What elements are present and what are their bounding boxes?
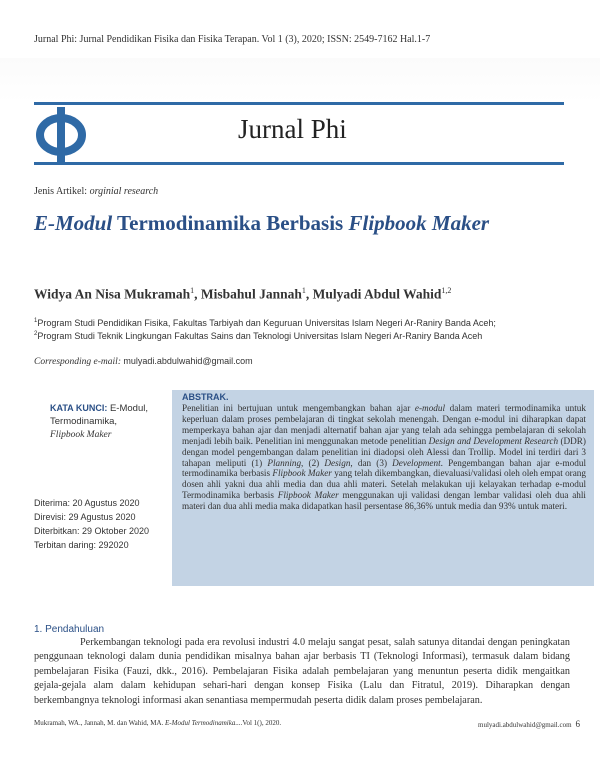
section-heading-introduction: 1. Pendahuluan bbox=[34, 624, 105, 635]
abstract-box bbox=[172, 390, 594, 586]
date-revised: Direvisi: 29 Agustus 2020 bbox=[34, 512, 136, 522]
abstract-title: ABSTRAK. bbox=[182, 392, 229, 402]
abstract-text: Penelitian ini bertujuan untuk mengembangkan bahan ajar e-modul dalam materi termodinamika untuk keperluan dalam proses pembelajaran di tingkat sekolah menengah. Dengan e-modul ini diharapkan dapat memperkaya bahan ajar dan menjadi alternatif bahan ajar yang telah ada sehingga pembelajaran di sekolah menjadi lebih baik. Penelitian ini menggunakan metode penelitian Design and Development Research (DDR) dengan model pengembangan dalam penelitian ini diadopsi oleh Alessi dan Trollip. Model ini terdiri dari 3 tahapan meliputi (1) Planning, (2) Design, dan (3) Development. Pengembangan bahan ajar e-modul termodinamika berbasis Flipbook Maker yang telah dikembangkan, dievaluasi/validasi oleh oleh empat orang dosen ahli yakni dua ahli media dan dua ahli materi. Setelah melakukan uji kelayakan terhadap e-modul Termodinamika berbasis Flipbook Maker menggunakan uji validasi dengan lembar validasi oleh dua ahli materi dan dua ahli media maka didapatkan hasil persentase 86,36% untuk media dan 93% untuk materi. bbox=[182, 403, 587, 512]
footer-citation bbox=[34, 719, 281, 727]
affiliation-1 bbox=[34, 318, 574, 328]
article-type bbox=[34, 186, 158, 197]
affiliation-2-text: Program Studi Teknik Lingkungan Fakultas Sains dan Teknologi Universitas Islam Negeri Ar-Raniry Banda Aceh bbox=[37, 331, 483, 341]
corresponding-email bbox=[34, 356, 253, 367]
keywords-label: KATA KUNCI: bbox=[50, 403, 108, 413]
keyword-3: Flipbook Maker bbox=[50, 430, 112, 440]
footer-citation-authors: Mukramah, WA., Jannah, M. dan Wahid, MA. bbox=[34, 719, 165, 727]
author-1: Widya An Nisa Mukramah bbox=[34, 286, 191, 302]
introduction-paragraph: Perkembangan teknologi pada era revolusi industri 4.0 melaju sangat pesat, salah satunya ditandai dengan peningkatan penggunaan teknologi dalam dunia pendidikan misalnya bahan ajar berbasis TI (Teknologi Informasi), termasuk dalam bidang pembelajaran Fisika (Fauzi, dkk., 2016). Pembelajaran Fisika adalah pembelajaran yang menuntun peserta didik mengaitkan gejala-gejala alam dalam kehidupan sehari-hari dengan konsep Fisika (Lalu dan Fitratul, 2019). Diharapkan dengan berkembangnya teknologi informasi akan senantiasa mempermudah peserta didik dalam proses pembelajaran. bbox=[34, 637, 570, 706]
article-type-value: orginial research bbox=[89, 186, 159, 197]
date-online: Terbitan daring: 292020 bbox=[34, 540, 129, 550]
author-1-affil: 1 bbox=[190, 286, 195, 295]
author-sep: , bbox=[305, 286, 313, 302]
author-3-affil: 1,2 bbox=[441, 286, 452, 295]
affiliation-1-number: 1 bbox=[34, 318, 38, 324]
affiliation-1-text: Program Studi Pendidikan Fisika, Fakultas Tarbiyah dan Keguruan Universitas Islam Negeri Ar-Raniry Banda Aceh; bbox=[37, 318, 496, 328]
author-list bbox=[34, 286, 574, 303]
journal-logo bbox=[34, 104, 90, 164]
journal-name: Jurnal Phi bbox=[238, 114, 347, 144]
footer-right bbox=[478, 719, 580, 729]
article-dates bbox=[34, 496, 149, 552]
page-number: 6 bbox=[575, 719, 581, 729]
corresponding-email-address[interactable]: mulyadi.abdulwahid@gmail.com bbox=[123, 356, 253, 366]
article-type-label: Jenis Artikel: bbox=[34, 186, 88, 197]
title-part-italic-1: E-Modul bbox=[34, 211, 113, 235]
keyword-2: Termodinamika, bbox=[50, 416, 118, 427]
keyword-1: E-Modul, bbox=[109, 403, 148, 414]
footer-email[interactable]: mulyadi.abdulwahid@gmail.com bbox=[478, 721, 572, 729]
date-received: Diterima: 20 Agustus 2020 bbox=[34, 498, 140, 508]
affiliation-2-number: 2 bbox=[34, 331, 38, 337]
running-header: Jurnal Phi: Jurnal Pendidikan Fisika dan Fisika Terapan. Vol 1 (3), 2020; ISSN: 2549-7162 Hal.1-7 bbox=[34, 34, 431, 45]
header-band bbox=[0, 58, 600, 102]
article-title bbox=[34, 208, 534, 238]
title-part-italic-3: Flipbook Maker bbox=[348, 211, 490, 235]
logo-stem bbox=[57, 107, 65, 162]
title-part-2: Termodinamika Berbasis bbox=[112, 211, 349, 235]
author-sep: , bbox=[194, 286, 201, 302]
header-rule-bottom bbox=[34, 162, 564, 165]
header-rule-top bbox=[34, 102, 564, 105]
author-2: Misbahul Jannah bbox=[200, 286, 302, 302]
date-published: Diterbitkan: 29 Oktober 2020 bbox=[34, 526, 150, 536]
footer-citation-title: E-Modul Termodinamika.... bbox=[165, 719, 243, 727]
corresponding-email-label: Corresponding e-mail: bbox=[34, 357, 121, 367]
keywords bbox=[50, 402, 168, 442]
author-2-affil: 1 bbox=[301, 286, 306, 295]
affiliation-2 bbox=[34, 331, 574, 341]
footer-citation-volume: Vol 1(), 2020. bbox=[242, 719, 282, 727]
author-3: Mulyadi Abdul Wahid bbox=[312, 286, 442, 302]
